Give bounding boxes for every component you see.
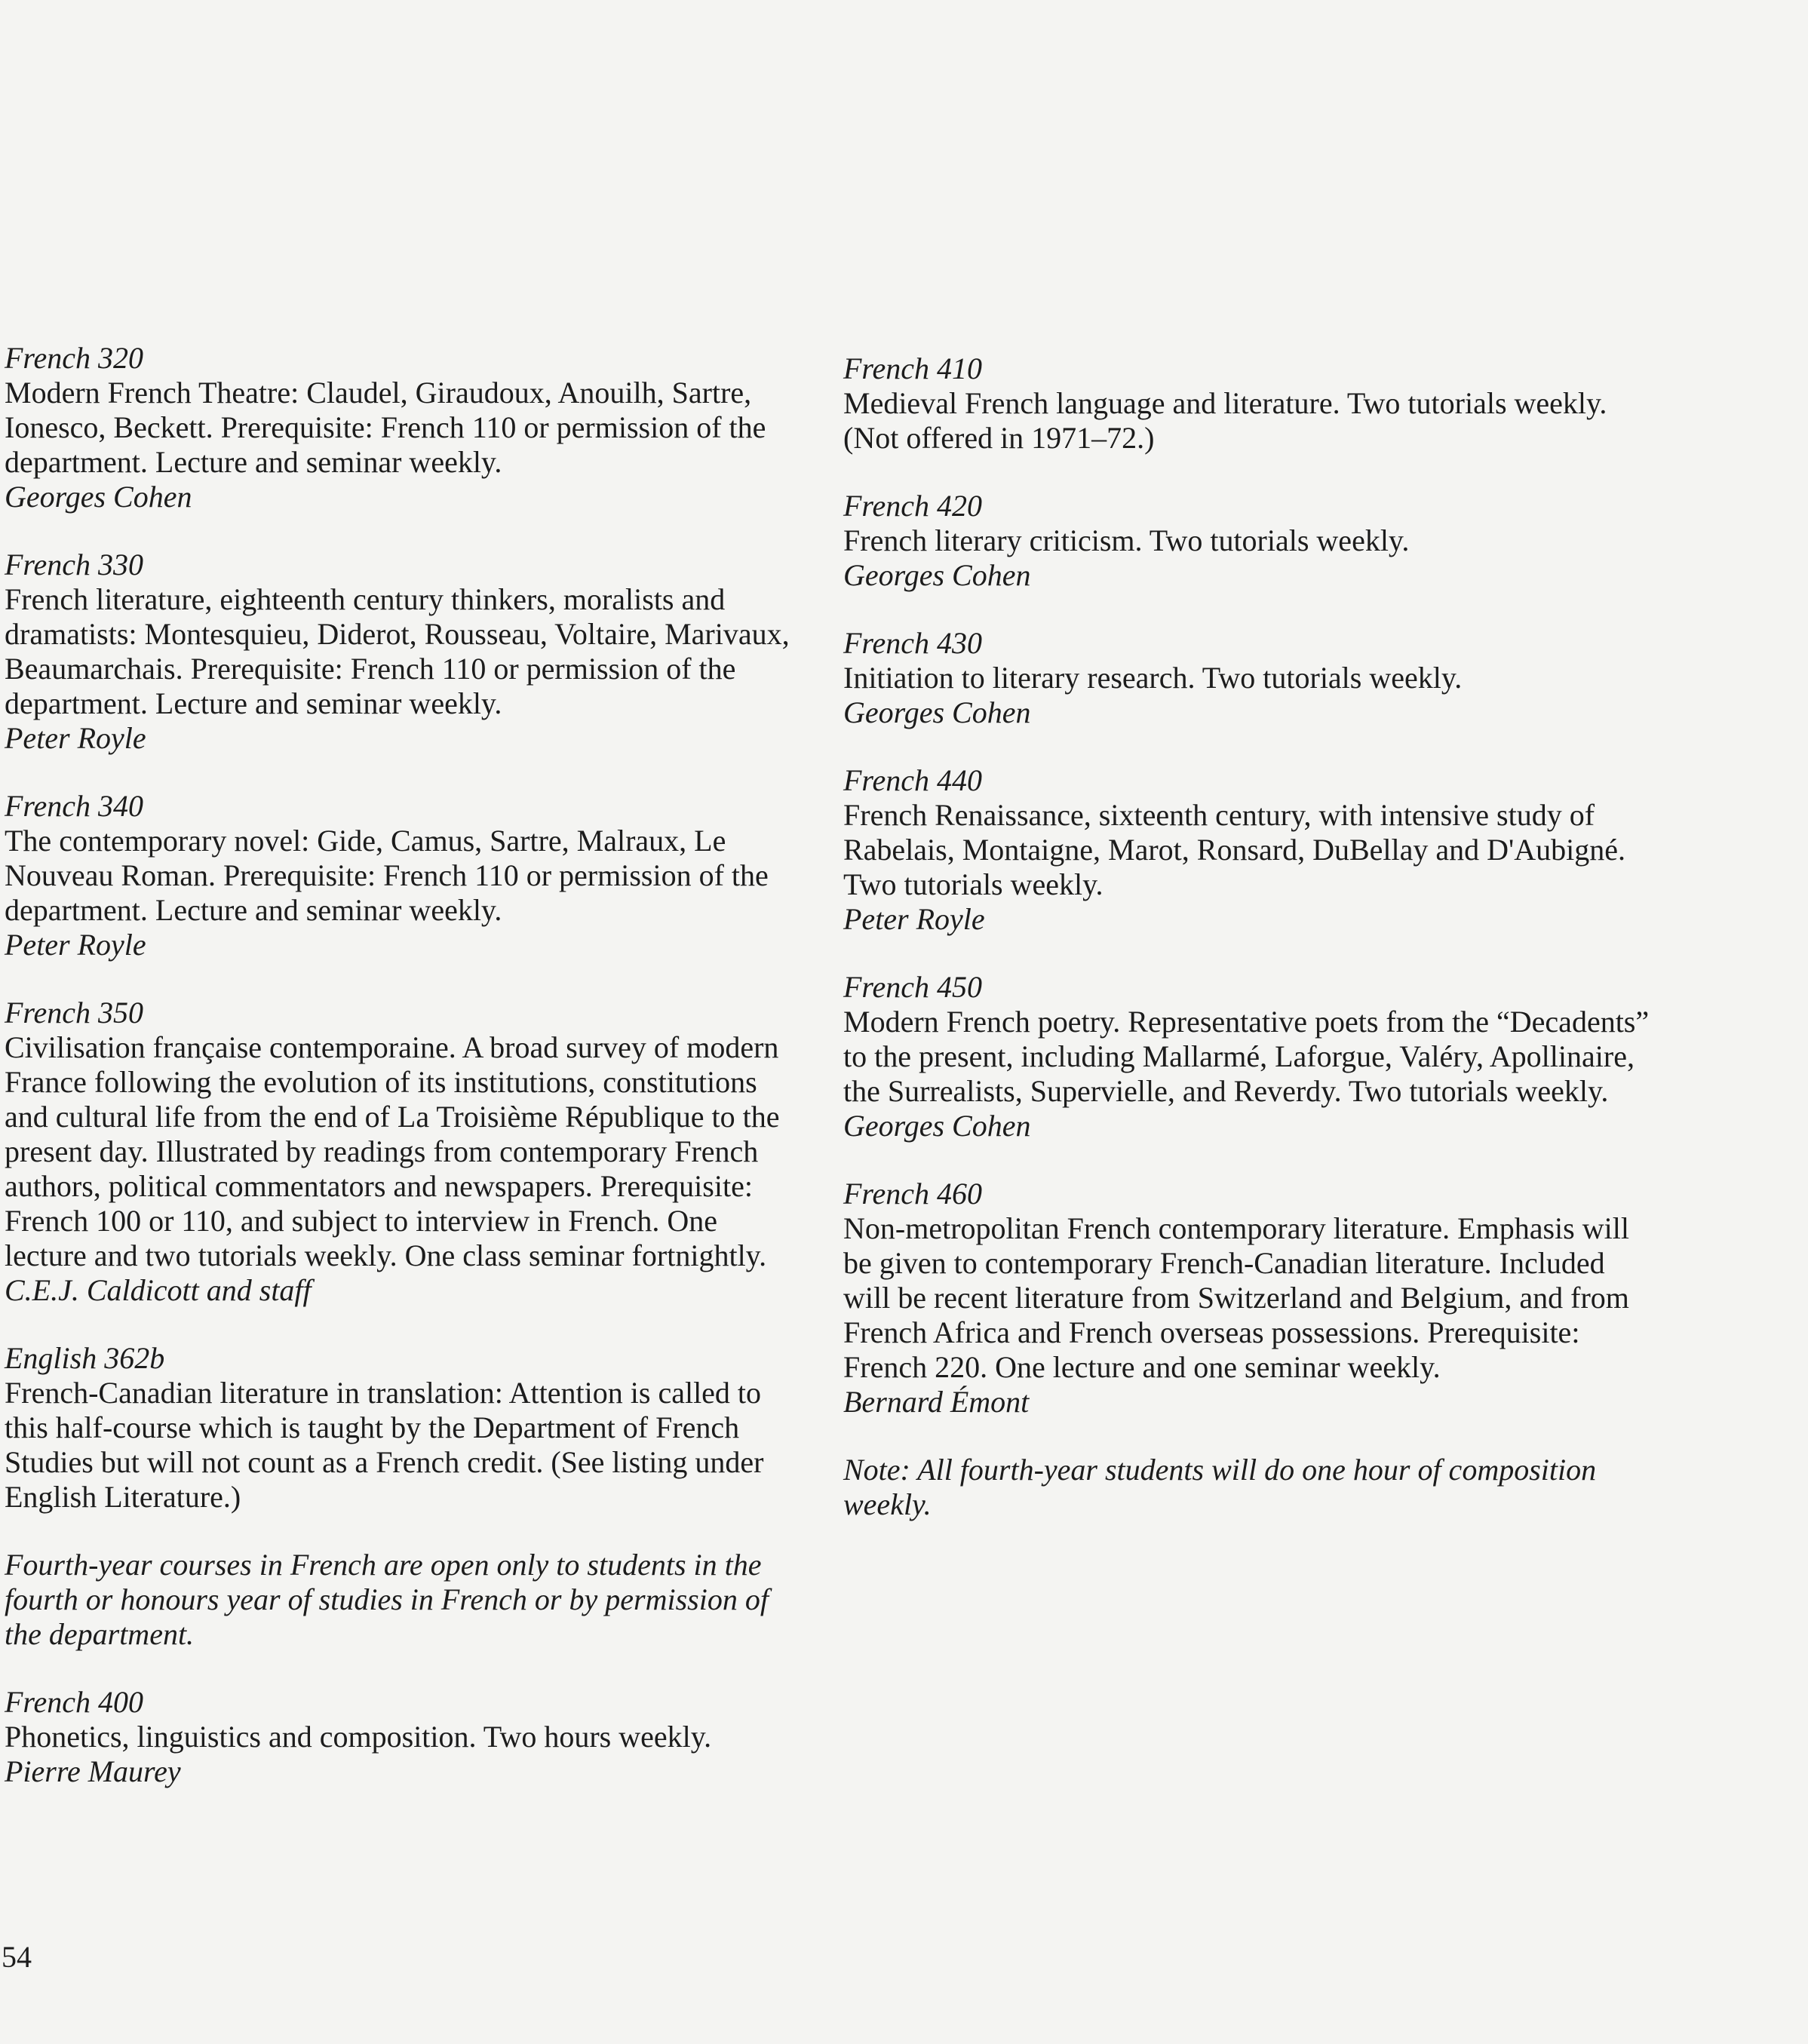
- course-entry: [843, 351, 1658, 456]
- course-code: French 410: [843, 351, 983, 385]
- course-entry: [5, 341, 804, 514]
- course-description: French-Canadian literature in translation: Attention is called to this half-course which is taught by the Department of French Studies but will not count as a French credit. (See listing under English Literature.): [5, 1376, 764, 1514]
- course-entry: [5, 1685, 804, 1789]
- course-description: French literature, eighteenth century thinkers, moralists and dramatists: Montesquieu, Diderot, Rousseau, Voltaire, Marivaux, Beaumarchais. Prerequisite: French 110 or permission of the department. Lecture and seminar weekly.: [5, 582, 790, 720]
- course-code: French 340: [5, 789, 144, 823]
- course-instructor: Peter Royle: [843, 902, 985, 936]
- course-code: English 362b: [5, 1341, 165, 1375]
- course-code: French 460: [843, 1177, 983, 1211]
- course-description: Medieval French language and literature. Two tutorials weekly. (Not offered in 1971–72.): [843, 386, 1607, 455]
- course-instructor: Georges Cohen: [843, 1109, 1031, 1143]
- course-entry: [5, 1341, 804, 1515]
- course-entry: [843, 489, 1658, 593]
- course-code: French 450: [843, 970, 983, 1004]
- course-entry: [843, 1177, 1658, 1419]
- course-entry: [5, 548, 804, 756]
- course-instructor: Georges Cohen: [843, 558, 1031, 592]
- course-entry: [843, 626, 1658, 730]
- course-entry: [5, 996, 804, 1308]
- course-description: French literary criticism. Two tutorials weekly.: [843, 523, 1410, 557]
- course-entry: [5, 789, 804, 962]
- course-description: Modern French Theatre: Claudel, Giraudoux, Anouilh, Sartre, Ionesco, Beckett. Prerequisite: French 110 or permission of the department. Lecture and seminar weekly.: [5, 376, 766, 479]
- course-code: French 350: [5, 996, 144, 1030]
- course-code: French 320: [5, 341, 144, 375]
- course-code: French 400: [5, 1685, 144, 1719]
- page-number: 54: [2, 1940, 32, 1974]
- composition-note: Note: All fourth-year students will do one hour of composition weekly.: [843, 1453, 1597, 1521]
- course-instructor: Peter Royle: [5, 928, 146, 962]
- course-description: Civilisation française contemporaine. A broad survey of modern France following the evolution of its institutions, constitutions and cultural life from the end of La Troisième République to the present day. Illustrated by readings from contemporary French authors, political commentators and newspapers. Prerequisite: French 100 or 110, and subject to interview in French. One lecture and two tutorials weekly. One class seminar fortnightly.: [5, 1030, 780, 1272]
- course-description: Non-metropolitan French contemporary literature. Emphasis will be given to contemporary French-Canadian literature. Included will be recent literature from Switzerland and Belgium, and from French Africa and French overseas possessions. Prerequisite: French 220. One lecture and one seminar weekly.: [843, 1211, 1629, 1384]
- course-entry: [843, 763, 1658, 937]
- fourth-year-note: Fourth-year courses in French are open only to students in the fourth or honours year of studies in French or by permission of the department.: [5, 1548, 769, 1651]
- course-code: French 440: [843, 763, 983, 797]
- course-code: French 420: [843, 489, 983, 523]
- right-column: [843, 351, 1658, 1555]
- course-description: French Renaissance, sixteenth century, with intensive study of Rabelais, Montaigne, Marot, Ronsard, DuBellay and D'Aubigné. Two tutorials weekly.: [843, 798, 1626, 901]
- course-description: Initiation to literary research. Two tutorials weekly.: [843, 661, 1463, 695]
- course-description: The contemporary novel: Gide, Camus, Sartre, Malraux, Le Nouveau Roman. Prerequisite: French 110 or permission of the department. Lecture and seminar weekly.: [5, 824, 769, 927]
- course-instructor: Peter Royle: [5, 721, 146, 755]
- course-entry: [843, 970, 1658, 1143]
- course-instructor: Georges Cohen: [843, 695, 1031, 729]
- course-description: Modern French poetry. Representative poets from the “Decadents” to the present, including Mallarmé, Laforgue, Valéry, Apollinaire, the Surrealists, Supervielle, and Reverdy. Two tutorials weekly.: [843, 1005, 1650, 1108]
- course-instructor: Georges Cohen: [5, 480, 192, 514]
- course-description: Phonetics, linguistics and composition. Two hours weekly.: [5, 1720, 712, 1754]
- course-code: French 430: [843, 626, 983, 660]
- left-column: [5, 341, 804, 1822]
- course-instructor: Bernard Émont: [843, 1385, 1030, 1419]
- course-code: French 330: [5, 548, 144, 582]
- course-instructor: Pierre Maurey: [5, 1754, 181, 1788]
- course-instructor: C.E.J. Caldicott and staff: [5, 1273, 312, 1307]
